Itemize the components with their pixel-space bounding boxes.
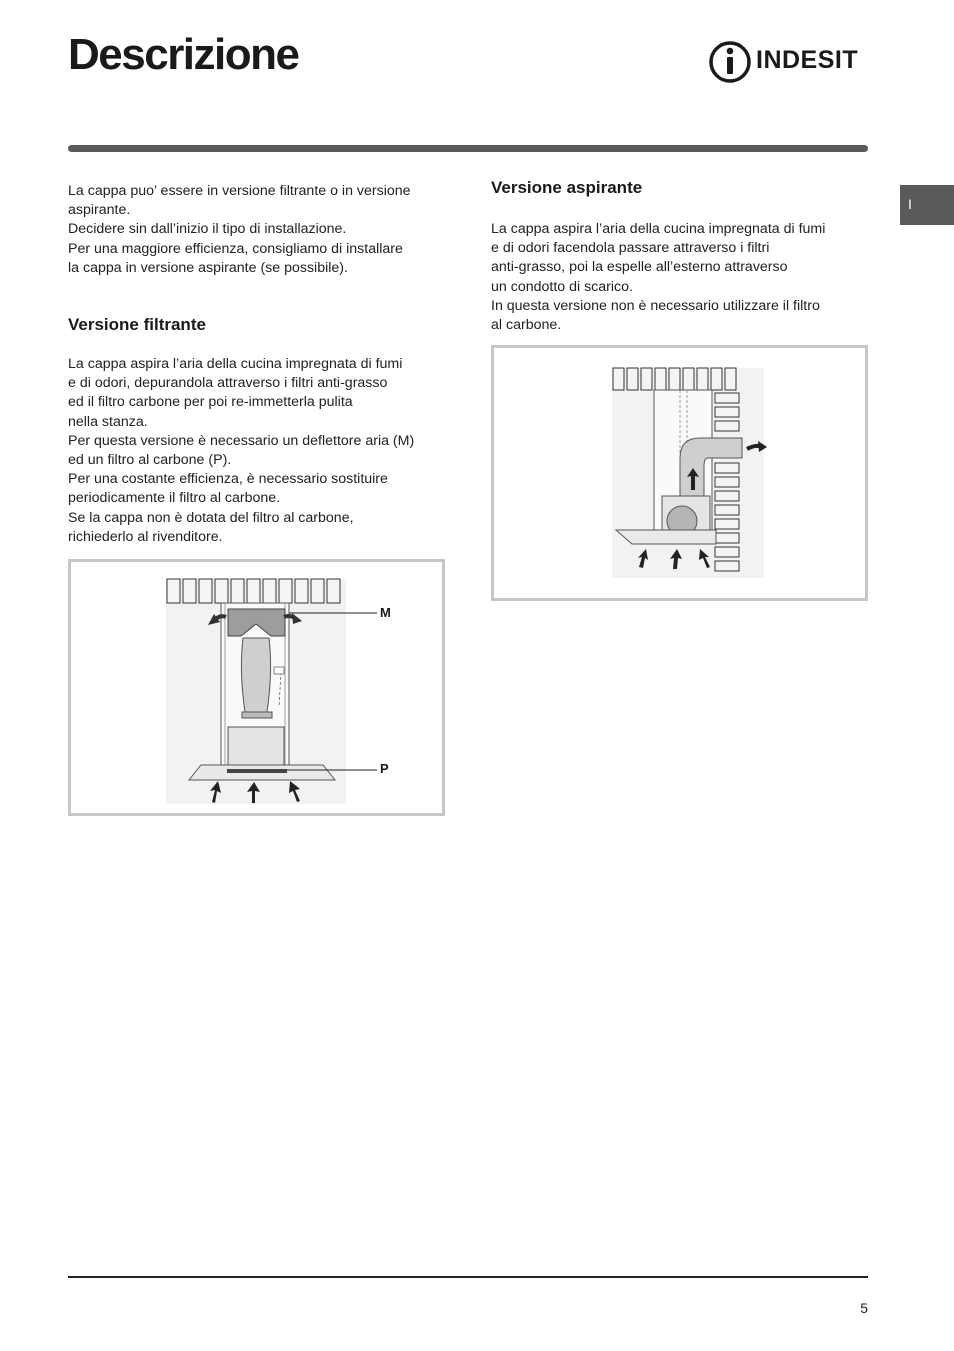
aspirante-line: La cappa aspira l’aria della cucina impregnata di fumi	[491, 221, 826, 237]
filtrante-line: La cappa aspira l’aria della cucina impregnata di fumi	[68, 356, 403, 373]
aspirante-heading: Versione aspirante	[491, 178, 643, 197]
intro-line: aspirante.	[68, 202, 131, 219]
filtrante-line: Per questa versione è necessario un deflettore aria (M)	[68, 432, 415, 449]
intro-line: la cappa in versione aspirante (se possibile).	[68, 259, 348, 276]
filtrante-line: ed il filtro carbone per poi re-immetterla pulita	[68, 394, 353, 411]
aspirante-line: al carbone.	[491, 317, 562, 334]
language-tab-label: I	[908, 196, 912, 212]
filtrante-line: Per una costante efficienza, è necessario sostituire	[68, 471, 388, 488]
intro-line: Per una maggiore efficienza, consigliamo di installare	[68, 240, 403, 257]
intro-line: Decidere sin dall’inizio il tipo di installazione.	[68, 221, 347, 238]
right-column	[491, 178, 871, 335]
brand-name: INDESIT	[756, 46, 859, 74]
callout-label-p: P	[380, 761, 389, 776]
aspirante-paragraph	[491, 220, 871, 335]
left-column	[68, 182, 448, 547]
aspirante-illustration	[494, 348, 865, 598]
page-number: 5	[860, 1300, 868, 1316]
footer-divider	[68, 1276, 868, 1278]
aspirante-line: In questa versione non è necessario utilizzare il filtro	[491, 297, 820, 314]
page-title: Descrizione	[68, 30, 299, 79]
callout-label-m: M	[380, 605, 391, 620]
filtrante-line: e di odori, depurandola attraverso i filtri anti-grasso	[68, 375, 388, 392]
filtrante-line: ed un filtro al carbone (P).	[68, 452, 232, 469]
filtrante-line: Se la cappa non è dotata del filtro al carbone,	[68, 509, 354, 526]
aspirante-line: anti-grasso, poi la espelle all’esterno attraverso	[491, 259, 788, 276]
filtrante-paragraph	[68, 355, 448, 547]
aspirante-line: e di odori facendola passare attraverso i filtri	[491, 240, 770, 257]
filtrante-line: periodicamente il filtro al carbone.	[68, 490, 281, 507]
intro-line: La cappa puo’ essere in versione filtrante o in versione	[68, 183, 411, 199]
filtrante-heading: Versione filtrante	[68, 315, 206, 335]
filtrante-line: richiederlo al rivenditore.	[68, 528, 223, 545]
brand-i-icon	[708, 38, 756, 86]
brand-logo	[708, 38, 870, 86]
language-tab	[900, 185, 954, 225]
aspirante-diagram	[491, 345, 868, 601]
header-divider	[68, 145, 868, 152]
filtrante-line: nella stanza.	[68, 413, 148, 430]
intro-paragraph	[68, 182, 448, 278]
filtrante-diagram	[68, 559, 445, 816]
aspirante-line: un condotto di scarico.	[491, 278, 633, 295]
